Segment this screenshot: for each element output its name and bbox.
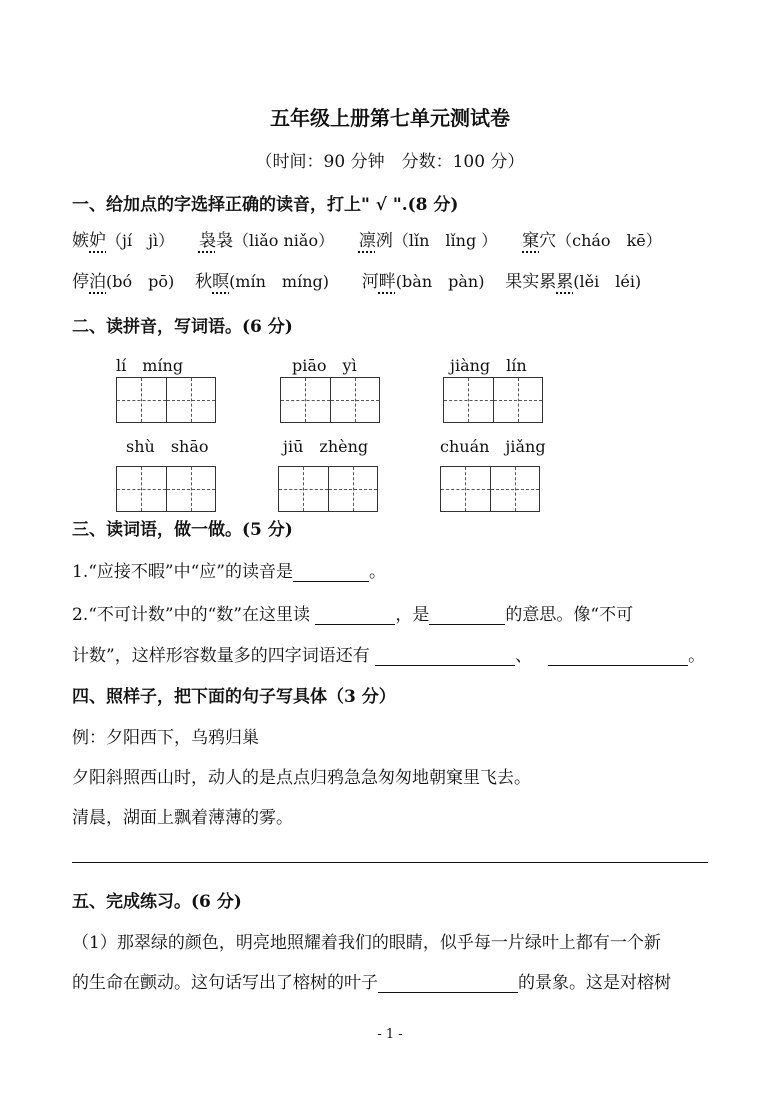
example-sentence: 例：夕阳西下，乌鸦归巢 xyxy=(72,728,259,748)
passage-line-1: （1）那翠绿的颜色，明亮地照耀着我们的眼睛，似乎每一片绿叶上都有一个新 xyxy=(72,933,661,953)
question-3-1: 1.“应接不暇”中“应”的读音是 。 xyxy=(72,562,386,582)
section5-heading: 五、完成练习。(6 分) xyxy=(72,892,242,912)
answer-blank[interactable] xyxy=(429,606,505,625)
section1-row2 xyxy=(72,267,641,292)
pinyin-piaoyi: piāo yì xyxy=(292,356,357,375)
writing-grid-jiuzheng[interactable] xyxy=(278,466,378,512)
item-hepan: 河畔(bàn pàn) xyxy=(361,272,485,292)
section4-heading: 四、照样子，把下面的句子写具体（3 分） xyxy=(72,687,396,707)
answer-blank[interactable] xyxy=(293,563,369,582)
pinyin-liming: lí míng xyxy=(116,356,184,375)
item-kexue: 窠穴（cháo kē） xyxy=(522,231,662,251)
pinyin-chuanjiang: chuán jiǎng xyxy=(440,437,546,456)
answer-blank[interactable] xyxy=(375,647,515,666)
answer-blank[interactable] xyxy=(378,974,518,993)
writing-grid-jianglin[interactable] xyxy=(443,377,543,423)
item-tingbo: 停泊(bó pō) xyxy=(72,272,175,292)
item-linlie: 凛冽（lǐn lǐng ） xyxy=(358,231,498,251)
passage-line-2: 的生命在颤动。这句话写出了榕树的叶子 的景象。这是对榕树 xyxy=(72,973,671,993)
answer-blank[interactable] xyxy=(548,647,688,666)
prompt-sentence: 清晨，湖面上飘着薄薄的雾。 xyxy=(72,808,293,828)
answer-line[interactable] xyxy=(72,862,708,863)
pinyin-jianglin: jiàng lín xyxy=(450,356,527,375)
question-3-2-line1: 2.“不可计数”中的“数”在这里读 ，是 的意思。像“不可 xyxy=(72,605,634,625)
item-leilei: 果实累累(lěi léi) xyxy=(505,272,642,292)
section1-row1 xyxy=(72,226,662,251)
exam-info: （时间：90 分钟 分数：100 分） xyxy=(255,152,525,172)
answer-blank[interactable] xyxy=(315,606,395,625)
writing-grid-piaoyi[interactable] xyxy=(280,377,380,423)
section3-heading: 三、读词语，做一做。(5 分) xyxy=(72,520,293,540)
page-title: 五年级上册第七单元测试卷 xyxy=(270,106,510,130)
item-niaoniao: 袅袅（liǎo niǎo） xyxy=(198,231,335,251)
writing-grid-chuanjiang[interactable] xyxy=(440,466,540,512)
page-number: - 1 - xyxy=(377,1027,403,1042)
pinyin-jiuzheng: jiū zhèng xyxy=(283,437,369,456)
example-answer: 夕阳斜照西山时，动人的是点点归鸦急急匆匆地朝窠里飞去。 xyxy=(72,768,531,788)
writing-grid-liming[interactable] xyxy=(116,377,216,423)
question-3-2-line2: 计数”，这样形容数量多的四字词语还有 、 。 xyxy=(72,646,706,666)
item-jidu: 嫉妒（jí jì） xyxy=(72,231,175,251)
writing-grid-shushao[interactable] xyxy=(116,466,216,512)
section2-heading: 二、读拼音，写词语。(6 分) xyxy=(72,317,293,337)
section1-heading: 一、给加点的字选择正确的读音，打上" √ ".(8 分) xyxy=(72,195,459,215)
item-qiuming: 秋暝(mín míng) xyxy=(195,272,329,292)
pinyin-shushao: shù shāo xyxy=(126,437,209,456)
